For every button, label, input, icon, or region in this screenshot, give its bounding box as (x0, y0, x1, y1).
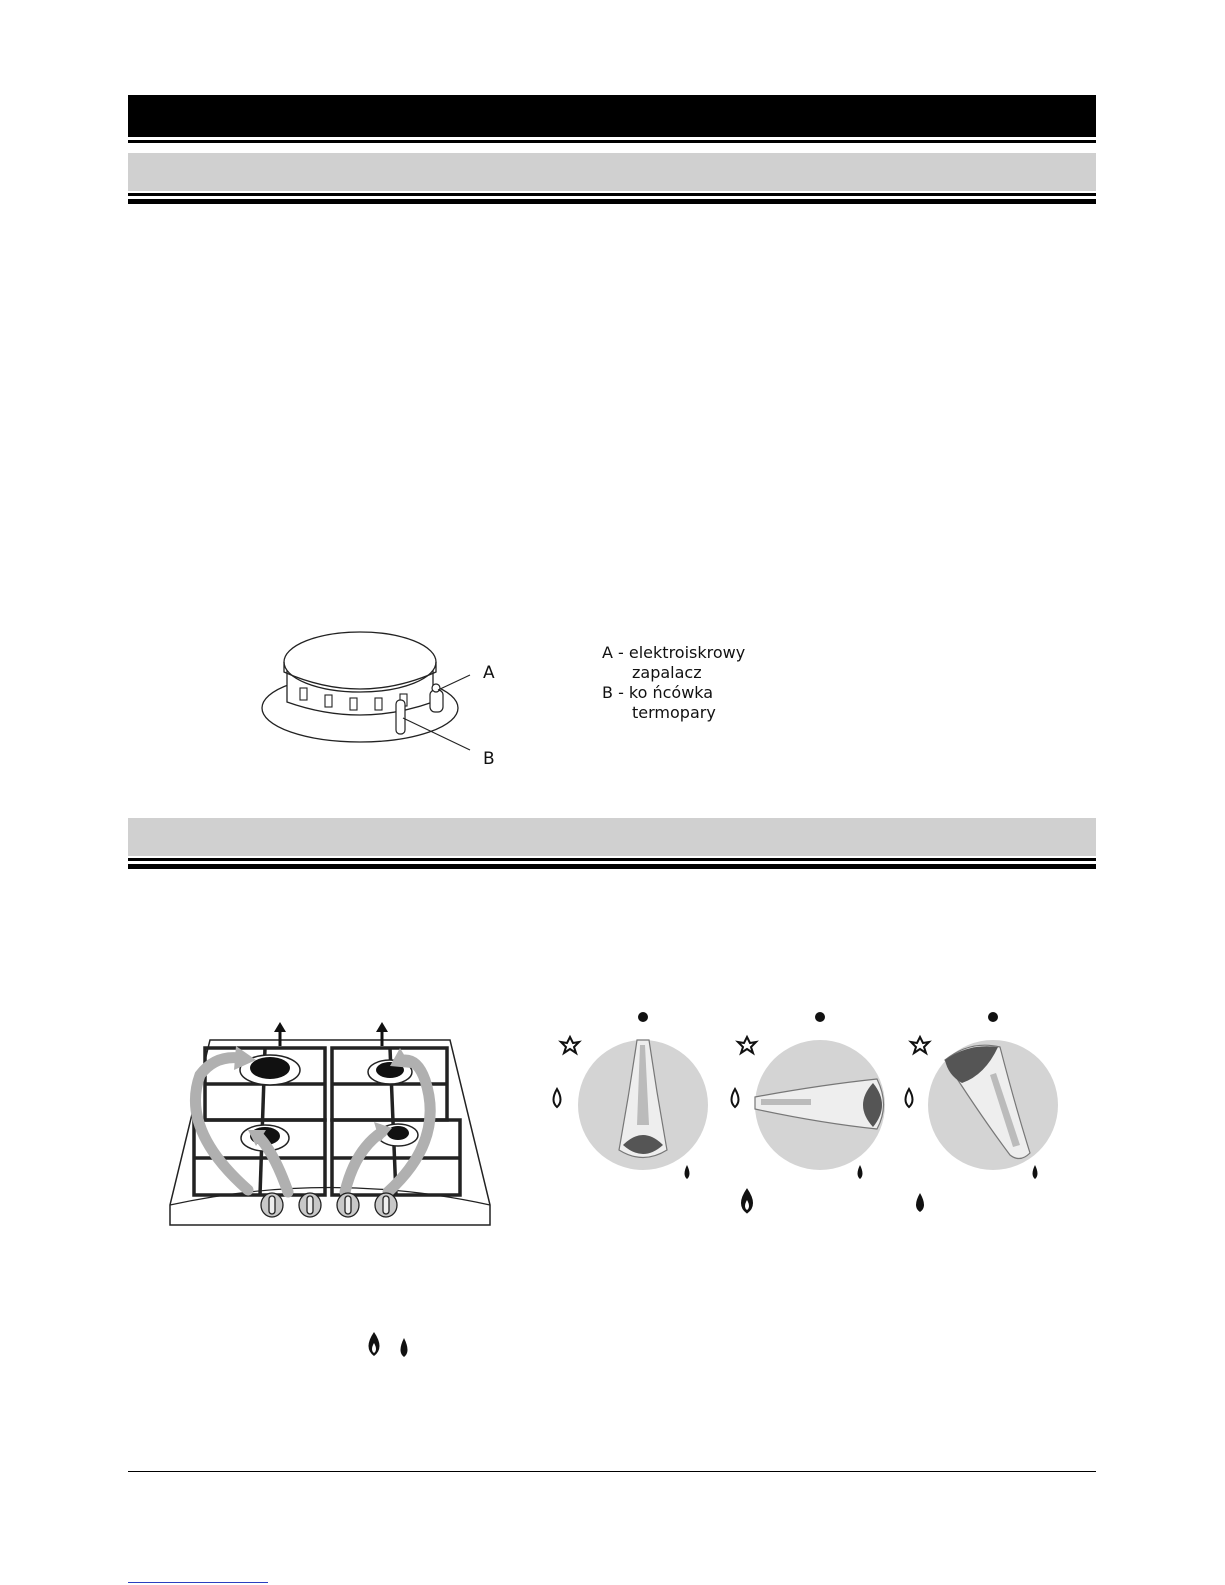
knob-max-position (725, 1005, 895, 1225)
off-dot-icon (988, 1012, 998, 1022)
header-rule (128, 140, 1096, 143)
min-flame-icon (401, 1338, 408, 1357)
max-flame-icon (554, 1089, 561, 1107)
legend-a-line1: A - elektroiskrowy (602, 643, 746, 662)
off-dot-icon (815, 1012, 825, 1022)
min-flame-icon (858, 1165, 863, 1179)
footer-rule (128, 1471, 1096, 1472)
footer-link-underline (128, 1582, 268, 1583)
knob-off-position (545, 1005, 715, 1190)
label-a: A (483, 663, 495, 683)
max-flame-icon (742, 1189, 753, 1213)
off-dot-icon (638, 1012, 648, 1022)
section-rule-1b (128, 199, 1096, 204)
min-flame-icon (1033, 1165, 1038, 1179)
section-band-2 (128, 818, 1096, 856)
max-flame-icon (732, 1089, 739, 1107)
max-flame-icon (369, 1332, 380, 1356)
section-rule-2b (128, 864, 1096, 869)
header-bar (128, 95, 1096, 137)
flame-icons-inline (362, 1330, 422, 1360)
ignition-spark-icon (738, 1037, 756, 1053)
legend-b-line1: B - ko ńcówka (602, 683, 714, 702)
min-flame-icon (685, 1165, 690, 1179)
min-flame-icon (916, 1193, 924, 1212)
knob-min-position (900, 1005, 1070, 1225)
legend-a-line2: zapalacz (632, 663, 702, 682)
ignition-spark-icon (561, 1037, 579, 1053)
label-b: B (483, 749, 495, 769)
legend-b-line2: termopary (632, 703, 716, 722)
ignition-spark-icon (911, 1037, 929, 1053)
section-rule-2a (128, 858, 1096, 861)
section-band-1 (128, 153, 1096, 191)
max-flame-icon (906, 1089, 913, 1107)
hob-illustration (160, 1020, 500, 1240)
burner-legend (602, 643, 745, 723)
burner-illustration (255, 620, 515, 770)
section-rule-1a (128, 193, 1096, 196)
